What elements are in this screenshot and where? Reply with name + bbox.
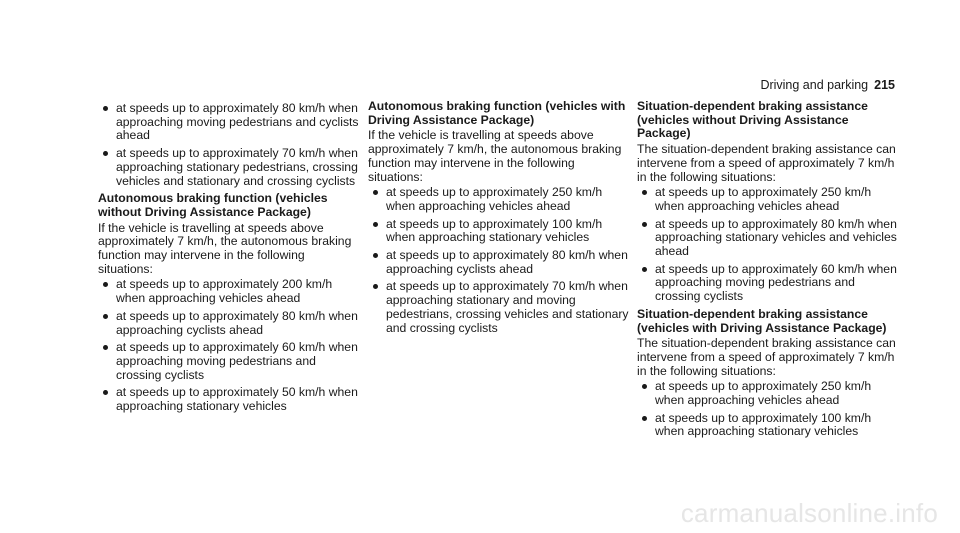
section-intro: The situation-dependent braking assistance can intervene from a speed of approximately 7 km/h in the following situations: <box>637 336 896 378</box>
list-item: at speeds up to approximately 50 km/h when approaching stationary vehicles <box>98 386 360 413</box>
section-situation-without-dap <box>637 100 899 304</box>
list-item: at speeds up to approximately 200 km/h when approaching vehicles ahead <box>98 278 360 305</box>
bullet-list <box>637 186 899 304</box>
section-heading: Autonomous braking function (vehicles without Driving Assistance Package) <box>98 191 328 219</box>
list-item: at speeds up to approximately 70 km/h when approaching stationary and moving pedestrians, crossing vehicles and stationary and crossing cyclists <box>368 280 630 335</box>
section-autonomous-with-dap <box>368 100 630 335</box>
list-item: at speeds up to approximately 80 km/h when approaching cyclists ahead <box>98 310 360 337</box>
section-heading: Situation-dependent braking assistance (vehicles without Driving Assistance Package) <box>637 99 868 141</box>
list-item: at speeds up to approximately 80 km/h when approaching cyclists ahead <box>368 249 630 276</box>
bullet-list <box>98 278 360 413</box>
page-number: 215 <box>874 78 895 92</box>
section-intro: The situation-dependent braking assistance can intervene from a speed of approximately 7 km/h in the following situations: <box>637 142 896 184</box>
section-autonomous-without-dap <box>98 192 360 414</box>
section-intro: If the vehicle is travelling at speeds above approximately 7 km/h, the autonomous braking function may intervene in the following situations: <box>368 128 622 184</box>
list-item: at speeds up to approximately 100 km/h when approaching stationary vehicles <box>637 412 899 439</box>
section-heading: Autonomous braking function (vehicles with Driving Assistance Package) <box>368 99 626 127</box>
bullet-list <box>98 102 360 188</box>
list-item: at speeds up to approximately 80 km/h when approaching stationary vehicles and vehicles ahead <box>637 218 899 259</box>
column-2 <box>368 100 630 339</box>
section-heading: Situation-dependent braking assistance (vehicles with Driving Assistance Package) <box>637 306 887 335</box>
list-item: at speeds up to approximately 60 km/h when approaching moving pedestrians and crossing cyclists <box>98 341 360 382</box>
page-header <box>760 78 895 92</box>
list-item: at speeds up to approximately 250 km/h when approaching vehicles ahead <box>637 186 899 213</box>
bullet-list <box>368 186 630 335</box>
column-1 <box>98 100 360 418</box>
list-item: at speeds up to approximately 100 km/h when approaching stationary vehicles <box>368 218 630 245</box>
watermark: carmanualsonline.info <box>680 498 938 528</box>
list-item: at speeds up to approximately 250 km/h when approaching vehicles ahead <box>637 380 899 407</box>
list-item: at speeds up to approximately 80 km/h when approaching moving pedestrians and cyclists ahead <box>98 102 360 143</box>
list-item: at speeds up to approximately 60 km/h when approaching moving pedestrians and crossing cyclists <box>637 263 899 304</box>
section-intro: If the vehicle is travelling at speeds above approximately 7 km/h, the autonomous braking function may intervene in the following situations: <box>98 220 352 276</box>
list-item: at speeds up to approximately 70 km/h when approaching stationary pedestrians, crossing vehicles and stationary and crossing cyclists <box>98 147 360 188</box>
column-3 <box>637 100 899 443</box>
section-situation-with-dap <box>637 308 899 439</box>
section-title: Driving and parking <box>760 78 869 92</box>
list-item: at speeds up to approximately 250 km/h when approaching vehicles ahead <box>368 186 630 213</box>
bullet-list <box>637 380 899 439</box>
